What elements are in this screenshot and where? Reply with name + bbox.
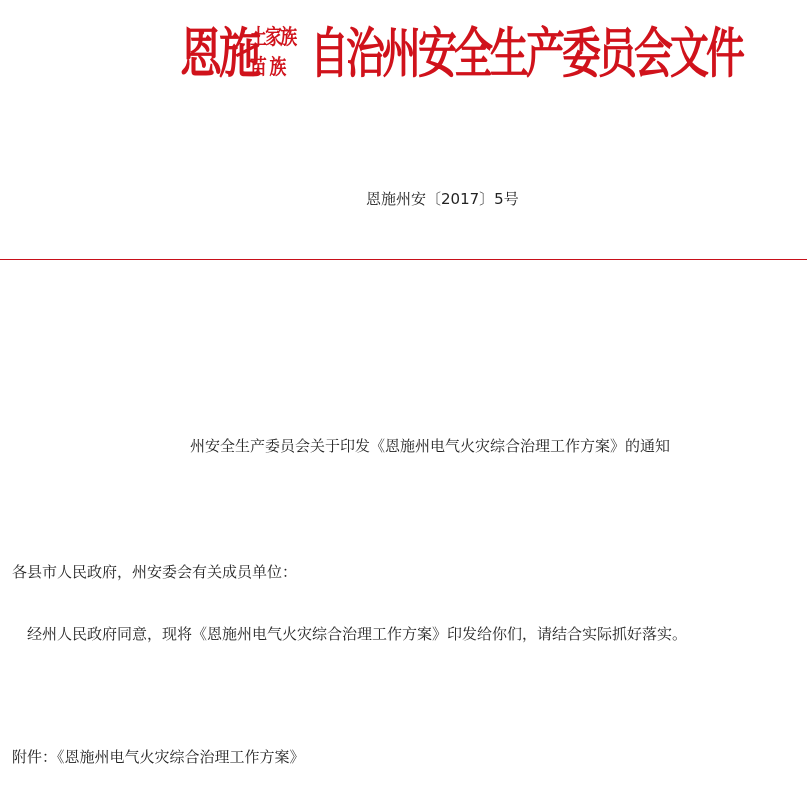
masthead-small-bottom: 苗 族: [250, 54, 285, 79]
attachment-line: 附件：《恩施州电气火灾综合治理工作方案》: [12, 748, 305, 766]
masthead-main-title: 自治州安全生产委员会文件: [310, 21, 742, 85]
notice-title: 州安全生产委员会关于印发《恩施州电气火灾综合治理工作方案》的通知: [190, 437, 671, 455]
recipients-line: 各县市人民政府，州安委会有关成员单位：: [12, 563, 298, 581]
document-number: 恩施州安〔2017〕5号: [366, 190, 519, 208]
masthead-small-top: 土家族: [250, 24, 296, 49]
document-masthead: [0, 18, 807, 98]
body-paragraph: 经州人民政府同意，现将《恩施州电气火灾综合治理工作方案》印发给你们，请结合实际抓好落实。: [27, 625, 688, 643]
red-divider-line: [0, 259, 807, 260]
masthead-prefix: 恩施: [180, 21, 258, 85]
